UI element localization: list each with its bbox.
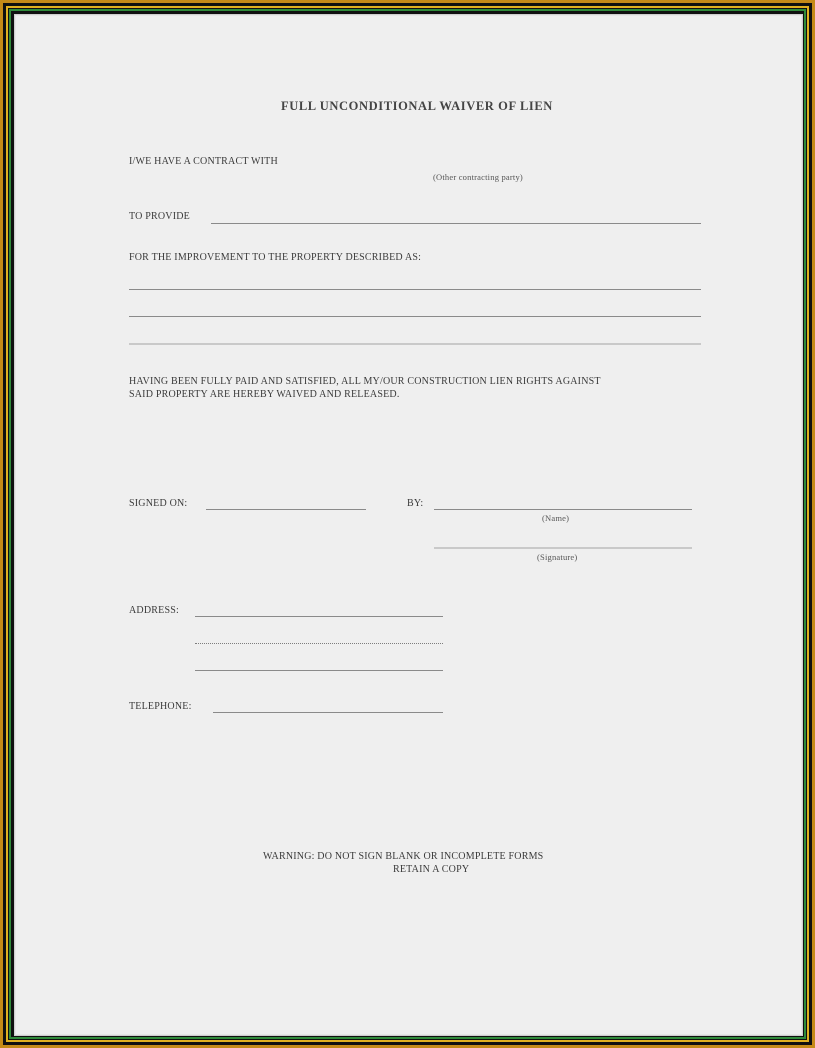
other-party-caption: (Other contracting party) xyxy=(433,172,523,182)
to-provide-label: TO PROVIDE xyxy=(129,211,190,222)
description-line-2[interactable] xyxy=(129,316,701,317)
address-label: ADDRESS: xyxy=(129,605,179,616)
warning-line-2: RETAIN A COPY xyxy=(393,864,470,875)
signed-on-label: SIGNED ON: xyxy=(129,498,188,509)
name-caption: (Name) xyxy=(542,513,570,523)
contract-label: I/WE HAVE A CONTRACT WITH xyxy=(129,156,278,167)
address-line-1[interactable] xyxy=(195,616,443,617)
signed-on-line[interactable] xyxy=(206,509,366,510)
name-line[interactable] xyxy=(434,509,692,510)
description-line-1[interactable] xyxy=(129,289,701,290)
to-provide-line[interactable] xyxy=(211,223,701,224)
document-page xyxy=(14,14,803,1036)
by-label: BY: xyxy=(407,498,424,509)
paid-statement-line-2: SAID PROPERTY ARE HEREBY WAIVED AND RELEASED. xyxy=(129,389,400,400)
signature-line[interactable] xyxy=(434,547,692,549)
description-line-3[interactable] xyxy=(129,343,701,345)
warning-line-1: WARNING: DO NOT SIGN BLANK OR INCOMPLETE FORMS xyxy=(263,851,544,862)
address-line-3[interactable] xyxy=(195,670,443,671)
improvement-label: FOR THE IMPROVEMENT TO THE PROPERTY DESCRIBED AS: xyxy=(129,252,422,263)
address-line-2[interactable] xyxy=(195,643,443,644)
telephone-label: TELEPHONE: xyxy=(129,701,192,712)
telephone-line[interactable] xyxy=(213,712,443,713)
signature-caption: (Signature) xyxy=(537,552,578,562)
form-title: FULL UNCONDITIONAL WAIVER OF LIEN xyxy=(281,99,553,113)
paid-statement-line-1: HAVING BEEN FULLY PAID AND SATISFIED, ALL MY/OUR CONSTRUCTION LIEN RIGHTS AGAINST xyxy=(129,376,601,387)
